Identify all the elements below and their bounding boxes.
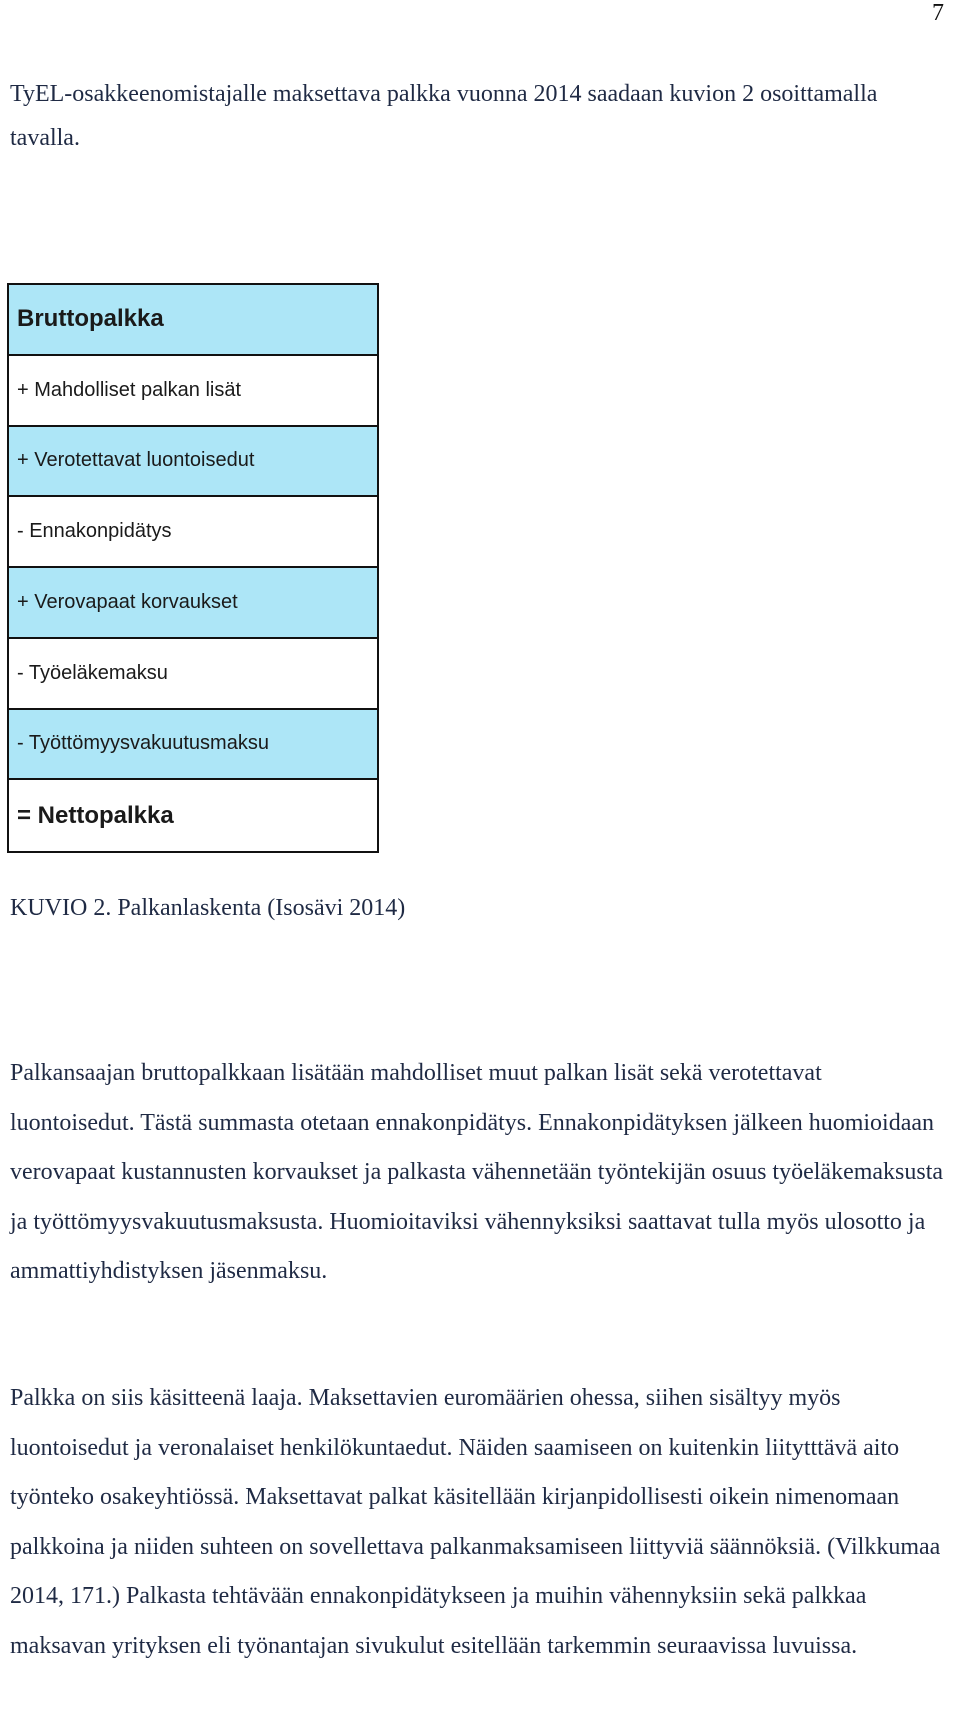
figure-row-taxable-benefits: + Verotettavat luontoisedut (9, 427, 377, 498)
salary-calculation-figure (7, 283, 379, 853)
figure-row-withholding-tax: - Ennakonpidätys (9, 497, 377, 568)
figure-row-tax-free-allowances: + Verovapaat korvaukset (9, 568, 377, 639)
body-paragraph-2: Palkka on siis käsitteenä laaja. Maksettavien euromäärien ohessa, siihen sisältyy myös luontoisedut ja veronalaiset henkilökuntaedut. Näiden saamiseen on kuitenkin liitytttävä aito työnteko osakeyhtiössä. Maksettavat palkat käsitellään kirjanpidollisesti oikein nimenomaan palkkoina ja niiden suhteen on sovellettava palkanmaksamiseen liittyviä säännöksiä. (Vilkkumaa 2014, 171.) Palkasta tehtävään ennakonpidätykseen ja muihin vähennyksiin sekä palkkaa maksavan yrityksen eli työnantajan sivukulut esitellään tarkemmin seuraavissa luvuissa. (10, 1385, 941, 1659)
figure-row-pension-contribution: - Työeläkemaksu (9, 639, 377, 710)
figure-row-gross-salary: Bruttopalkka (9, 285, 377, 356)
figure-row-unemployment-insurance: - Työttömyysvakuutusmaksu (9, 710, 377, 781)
figure-caption: KUVIO 2. Palkanlaskenta (Isosävi 2014) (10, 895, 406, 921)
figure-row-net-salary: = Nettopalkka (9, 780, 377, 851)
page-number: 7 (932, 0, 944, 26)
intro-paragraph: TyEL-osakkeenomistajalle maksettava palkka vuonna 2014 saadaan kuvion 2 osoittamalla tavalla. (10, 81, 878, 151)
body-paragraph-1: Palkansaajan bruttopalkkaan lisätään mahdolliset muut palkan lisät sekä verotettavat luontoisedut. Tästä summasta otetaan ennakonpidätys. Ennakonpidätyksen jälkeen huomioidaan verovapaat kustannusten korvaukset ja palkasta vähennetään työntekijän osuus työeläkemaksusta ja työttömyysvakuutusmaksusta. Huomioitaviksi vähennyksiksi saattavat tulla myös ulosotto ja ammattiyhdistyksen jäsenmaksu. (10, 1060, 944, 1284)
figure-row-salary-additions: + Mahdolliset palkan lisät (9, 356, 377, 427)
